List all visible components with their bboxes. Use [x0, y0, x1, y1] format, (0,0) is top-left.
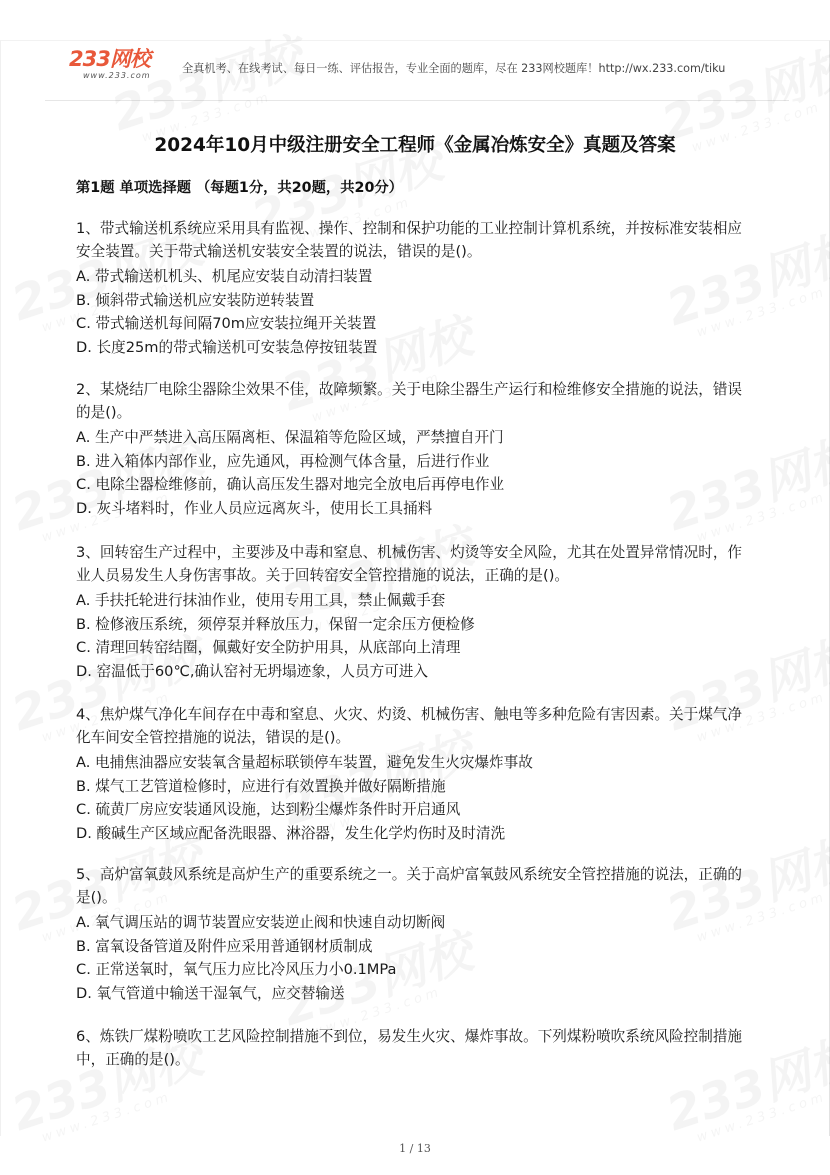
option-c: C. 清理回转窑结圈，佩戴好安全防护用具，从底部向上清理: [76, 639, 461, 656]
watermark-sub: [40, 1078, 212, 1145]
question-stem: 6、炼铁厂煤粉喷吹工艺风险控制措施不到位，易发生火灾、爆炸事故。下列煤粉喷吹系统风险控制措施中，正确的是()。: [76, 1028, 743, 1068]
brand-logo[interactable]: [69, 47, 169, 83]
option-d: D. 窑温低于60℃,确认窑衬无坍塌迹象，人员方可进入: [76, 662, 428, 680]
option-b: B. 进入箱体内部作业，应先通风，再检测气体含量，后进行作业: [76, 452, 490, 470]
page-indicator: 1 / 13: [399, 1142, 431, 1155]
option-c: C. 正常送氧时，氧气压力应比冷风压力小0.1MPa: [76, 961, 397, 978]
option-b: B. 煤气工艺管道检修时，应进行有效置换并做好隔断措施: [76, 777, 446, 795]
document-title: 2024年10月中级注册安全工程师《金属冶炼安全》真题及答案: [154, 135, 676, 156]
option-c: C. 硫黄厂房应安装通风设施，达到粉尘爆炸条件时开启通风: [76, 801, 461, 818]
option-b: B. 检修液压系统，须停泵并释放压力，保留一定余压方便检修: [76, 615, 475, 633]
question-stem: 4、焦炉煤气净化车间存在中毒和窒息、火灾、灼烫、机械伤害、触电等多种危险有害因素。关于煤气净化车间安全管控措施的说法，错误的是()。: [76, 706, 743, 746]
question-stem: 2、某烧结厂电除尘器除尘效果不佳，故障频繁。关于电除尘器生产运行和检维修安全措施的说法，错误的是()。: [76, 381, 743, 421]
option-a: A. 手扶托轮进行抹油作业，使用专用工具，禁止佩戴手套: [76, 592, 446, 609]
question-stem: 1、带式输送机系统应采用具有监视、操作、控制和保护功能的工业控制计算机系统，并按标准安装相应安全装置。关于带式输送机安装安全装置的说法，错误的是()。: [76, 220, 743, 260]
watermark-sub: [695, 1078, 830, 1145]
question-3: [76, 541, 748, 683]
page-header: [45, 41, 789, 101]
option-b: B. 富氧设备管道及附件应采用普通钢材质制成: [76, 937, 373, 955]
option-a: A. 带式输送机机头、机尾应安装自动清扫装置: [76, 268, 373, 285]
option-a: A. 生产中严禁进入高压隔离柜、保温箱等危险区域，严禁擅自开门: [76, 429, 504, 446]
header-slogan: 全真机考、在线考试、每日一练、评估报告，专业全面的题库，尽在 233网校题库！http://wx.233.com/tiku: [182, 62, 726, 75]
question-2: [76, 378, 748, 520]
option-d: D. 氧气管道中输送干湿氧气，应交替输送: [76, 984, 345, 1002]
option-a: A. 电捕焦油器应安装氧含量超标联锁停车装置，避免发生火灾爆炸事故: [76, 754, 533, 771]
option-d: D. 长度25m的带式输送机可安装急停按钮装置: [76, 338, 378, 356]
question-5: [76, 863, 748, 1005]
option-b: B. 倾斜带式输送机应安装防逆转装置: [76, 291, 315, 309]
question-6: [76, 1025, 748, 1073]
question-stem: 3、回转窑生产过程中，主要涉及中毒和窒息、机械伤害、灼烫等安全风险，尤其在处置异常情况时，作业人员易发生人身伤害事故。关于回转窑安全管控措施的说法，正确的是()。: [76, 544, 743, 584]
option-d: D. 灰斗堵料时，作业人员应远离灰斗，使用长工具捅料: [76, 499, 433, 517]
logo-text: 233网校: [69, 47, 150, 71]
logo-url: www.233.com: [83, 71, 151, 80]
option-a: A. 氧气调压站的调节装置应安装逆止阀和快速自动切断阀: [76, 914, 446, 931]
question-stem: 5、高炉富氧鼓风系统是高炉生产的重要系统之一。关于高炉富氧鼓风系统安全管控措施的说法，正确的是()。: [76, 866, 743, 906]
question-4: [76, 703, 748, 845]
option-c: C. 带式输送机每间隔70m应安装拉绳开关装置: [76, 315, 377, 332]
section-heading: 第1题 单项选择题 （每题1分，共20题，共20分）: [76, 180, 403, 196]
question-1: [76, 217, 748, 359]
option-d: D. 酸碱生产区域应配备洗眼器、淋浴器，发生化学灼伤时及时清洗: [76, 824, 506, 842]
option-c: C. 电除尘器检维修前，确认高压发生器对地完全放电后再停电作业: [76, 476, 505, 493]
